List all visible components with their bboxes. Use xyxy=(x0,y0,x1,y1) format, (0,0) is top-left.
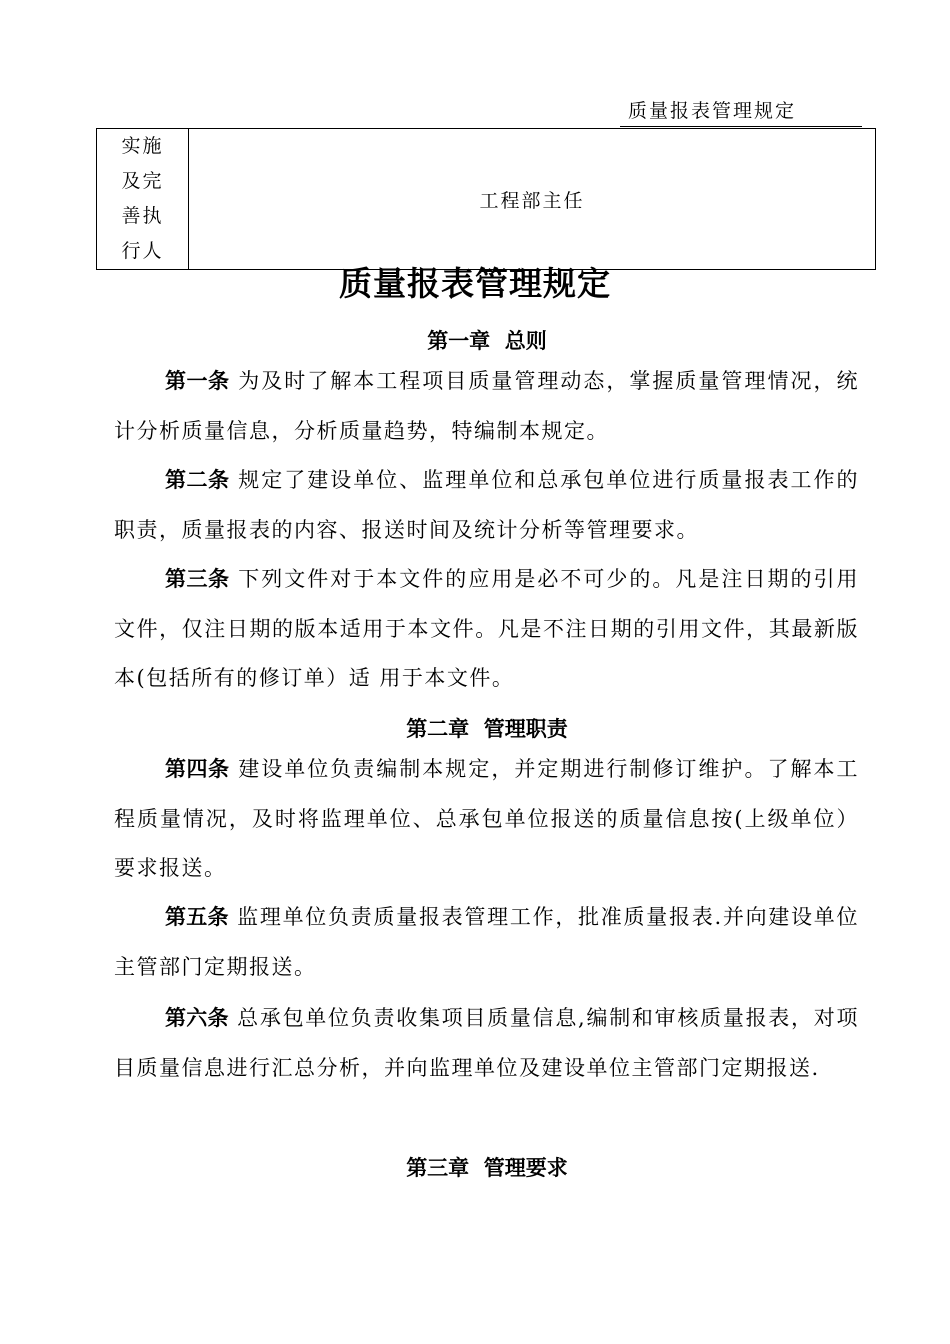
article-label: 第六条 xyxy=(165,1006,229,1030)
responsible-person-label-cell xyxy=(97,129,189,270)
article-text: 下列文件对于本文件的应用是必不可少的。凡是注日期的引用文件，仅注日期的版本适用于本文件。凡是不注日期的引用文件，其最新版本(包括所有的修订单）适 用于本文件。 xyxy=(114,567,859,690)
article-label: 第五条 xyxy=(165,905,229,929)
article-text: 监理单位负责质量报表管理工作，批准质量报表.并向建设单位主管部门定期报送。 xyxy=(114,905,860,979)
responsibility-table xyxy=(96,128,876,270)
article-label: 第三条 xyxy=(165,567,230,591)
article-text: 总承包单位负责收集项目质量信息,编制和审核质量报表，对项目质量信息进行汇总分析，并向监理单位及建设单位主管部门定期报送. xyxy=(114,1006,860,1080)
article-label: 第四条 xyxy=(165,757,230,781)
label-line: 善执 xyxy=(121,205,164,227)
label-line: 及完 xyxy=(121,170,164,192)
article-text: 为及时了解本工程项目质量管理动态，掌握质量管理情况，统计分析质量信息，分析质量趋势，特编制本规定。 xyxy=(114,369,859,443)
article-paragraph xyxy=(114,357,859,456)
document-title: 质量报表管理规定 xyxy=(339,264,611,303)
article-label: 第二条 xyxy=(165,468,230,492)
responsible-person-value: 工程部主任 xyxy=(189,129,876,270)
header-rule xyxy=(620,126,862,127)
article-text: 规定了建设单位、监理单位和总承包单位进行质量报表工作的职责，质量报表的内容、报送时间及统计分析等管理要求。 xyxy=(114,468,859,542)
chapter-heading: 第三章 管理要求 xyxy=(406,1156,568,1180)
article-paragraph xyxy=(114,745,859,894)
label-line: 行人 xyxy=(121,240,164,262)
article-paragraph xyxy=(114,555,859,704)
article-text: 建设单位负责编制本规定，并定期进行制修订维护。了解本工程质量情况，及时将监理单位、总承包单位报送的质量信息按(上级单位）要求报送。 xyxy=(114,757,859,880)
table-row xyxy=(97,129,876,270)
article-paragraph xyxy=(114,994,859,1093)
article-label: 第一条 xyxy=(165,369,230,393)
running-header: 质量报表管理规定 xyxy=(628,100,797,122)
article-paragraph xyxy=(114,893,859,992)
article-paragraph xyxy=(114,456,859,555)
label-line: 实施 xyxy=(121,135,164,157)
chapter-heading: 第二章 管理职责 xyxy=(406,717,568,741)
chapter-heading: 第一章 总则 xyxy=(427,329,547,353)
